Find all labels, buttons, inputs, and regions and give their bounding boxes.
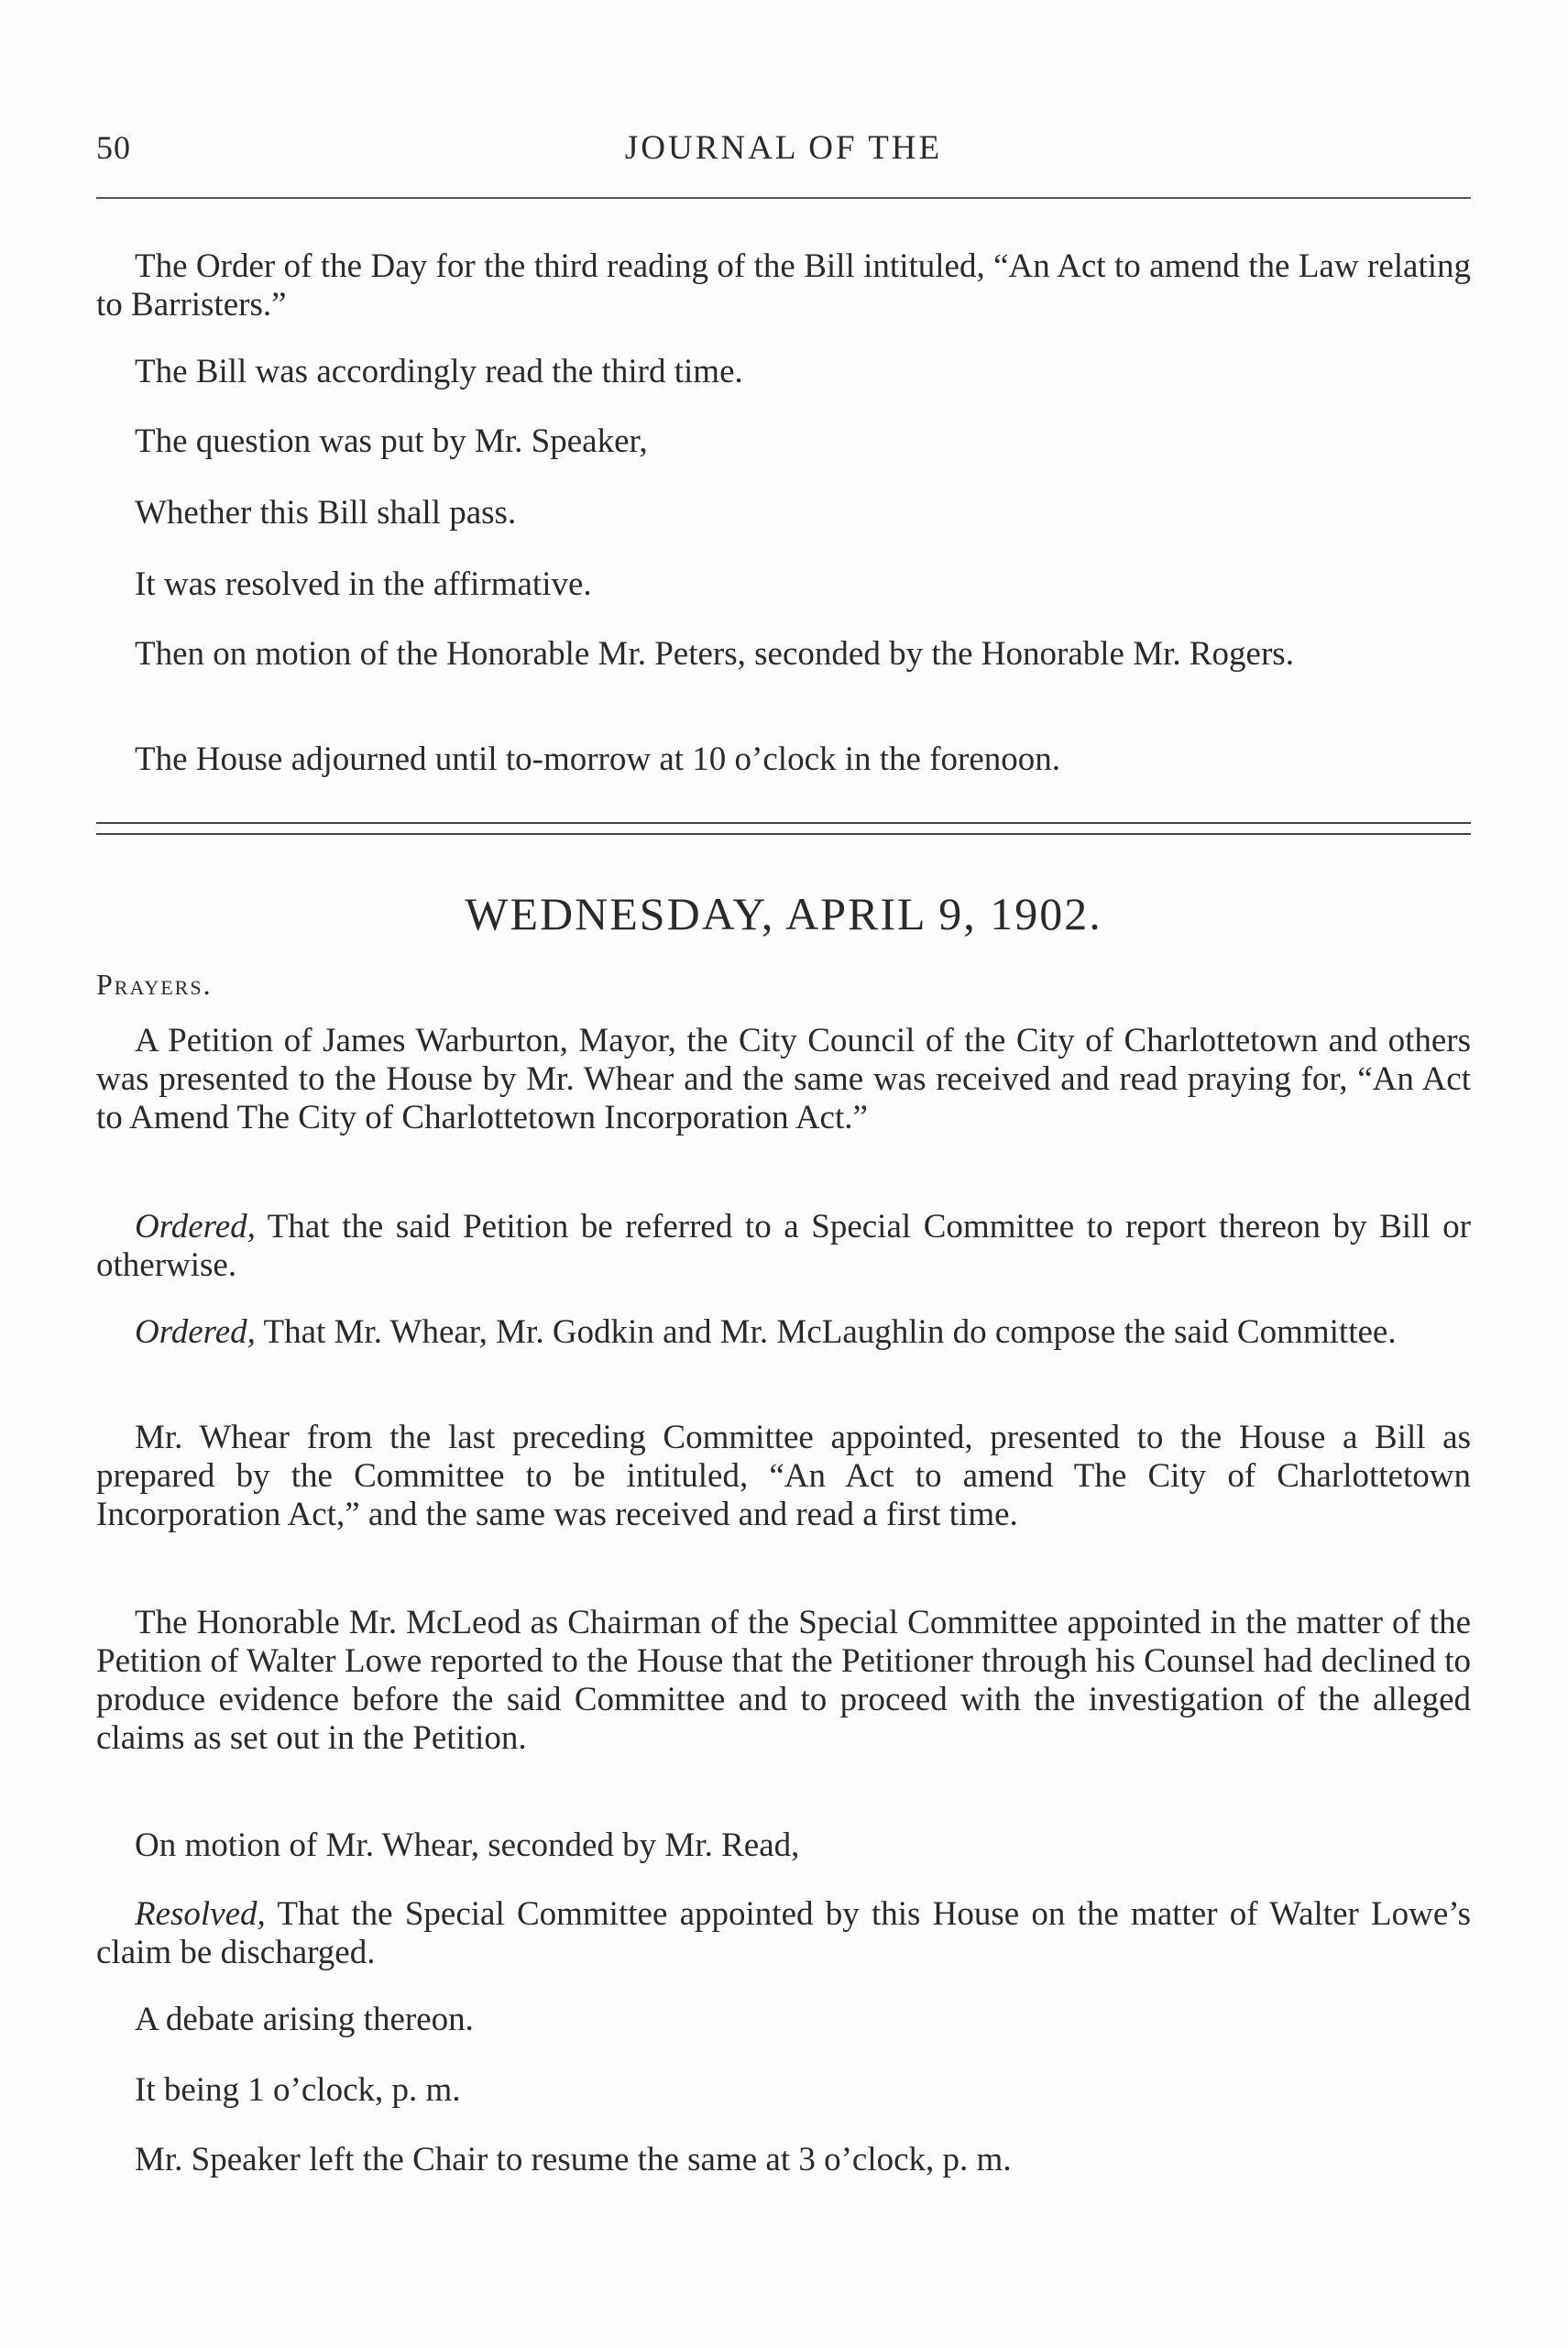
entry-ordered-compose [96,1313,1471,1352]
paragraph: On motion of Mr. Whear, seconded by Mr. Read, [135,1827,800,1864]
paragraph: The Honorable Mr. McLeod as Chairman of the Special Committee appointed in the matter of the Petition of Walter Lowe reported to the House that the Petitioner through his Counsel had declined to produce evidence before the said Committee and to proceed with the investigation of the alleged claims as set out in the Petition. [96,1604,1471,1757]
entry-question-put [96,422,1471,461]
entry-house-adjourned [96,741,1471,779]
entry-ordered-referred [96,1208,1471,1285]
section-divider [96,822,1471,835]
paragraph-text: That the Special Committee appointed by this House on the matter of Walter Lowe’s claim be discharged. [96,1895,1471,1971]
entry-speaker-left [96,2141,1471,2179]
entry-debate [96,2001,1471,2039]
paragraph: A debate arising thereon. [135,2001,474,2038]
entry-one-oclock [96,2071,1471,2110]
paragraph: A Petition of James Warburton, Mayor, the City Council of the City of Charlottetown and others was presented to the House by Mr. Whear and the same was received and read praying for, “An Act to Amend The City of Charlottetown Incorporation Act.” [96,1022,1471,1136]
entry-whear-bill [96,1419,1471,1534]
entry-motion-whear [96,1827,1471,1865]
page-number: 50 [96,129,131,166]
entry-read-third-time [96,353,1471,391]
entry-mcleod-report [96,1604,1471,1758]
paragraph-text: That Mr. Whear, Mr. Godkin and Mr. McLaughlin do compose the said Committee. [263,1313,1397,1351]
paragraph: It was resolved in the affirmative. [135,565,592,603]
paragraph: Whether this Bill shall pass. [135,494,517,532]
paragraph: Then on motion of the Honorable Mr. Peters, seconded by the Honorable Mr. Rogers. [135,635,1294,673]
entry-resolved-discharged [96,1895,1471,1972]
entry-motion-peters [96,635,1471,674]
entry-petition-warburton [96,1022,1471,1137]
ordered-label: Ordered, [135,1313,256,1351]
paragraph [96,1313,1471,1352]
page-header [96,128,1471,183]
paragraph: Mr. Speaker left the Chair to resume the same at 3 o’clock, p. m. [135,2141,1012,2178]
header-rule [96,197,1471,199]
entry-resolved-affirmative [96,565,1471,604]
paragraph: Mr. Whear from the last preceding Committee appointed, presented to the House a Bill as prepared by the Committee to be intituled, “An Act to amend The City of Charlottetown Incorporation Act,” and the same was received and read a first time. [96,1419,1471,1533]
paragraph: The Bill was accordingly read the third time. [135,353,743,390]
paragraph: It being 1 o’clock, p. m. [135,2071,461,2109]
paragraph: The Order of the Day for the third reading of the Bill intituled, “An Act to amend the Law relating to Barristers.” [96,247,1471,324]
prayers-label: Prayers. [96,968,213,1001]
paragraph: The House adjourned until to-morrow at 10 o’clock in the forenoon. [135,741,1061,778]
entry-whether-pass [96,494,1471,532]
paragraph [96,1208,1471,1285]
resolved-label: Resolved, [135,1895,266,1933]
paragraph: The question was put by Mr. Speaker, [135,422,648,460]
running-head: JOURNAL OF THE [624,129,943,167]
entry-third-reading [96,247,1471,324]
ordered-label: Ordered, [135,1208,256,1245]
paragraph-text: That the said Petition be referred to a Special Committee to report thereon by Bill or otherwise. [96,1208,1471,1284]
date-heading: WEDNESDAY, APRIL 9, 1902. [465,888,1102,939]
paragraph [96,1895,1471,1972]
